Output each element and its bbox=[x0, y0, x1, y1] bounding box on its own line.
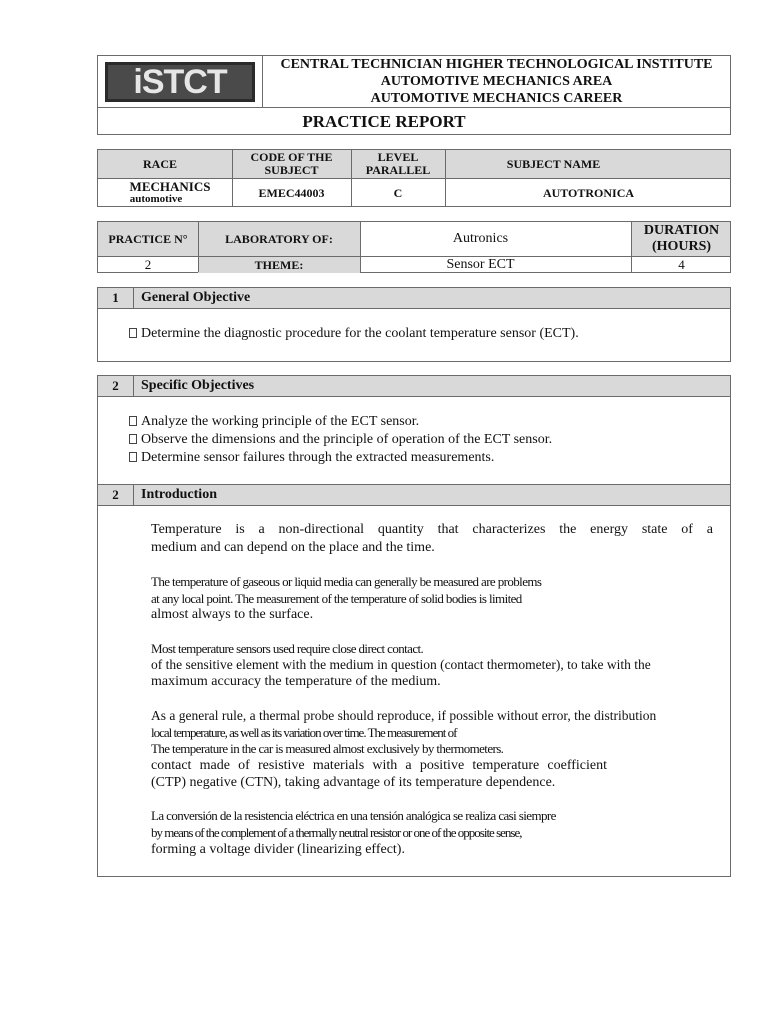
duration-label: DURATION (HOURS) bbox=[643, 223, 720, 254]
bullet-box-icon bbox=[129, 328, 137, 338]
race-header: RACE bbox=[142, 156, 177, 171]
laboratory-label: LABORATORY OF: bbox=[225, 231, 333, 246]
practice-number-value: 2 bbox=[144, 257, 152, 272]
logo-text: iSTCT bbox=[133, 62, 227, 101]
institute-logo bbox=[105, 62, 255, 102]
introduction-section bbox=[97, 484, 731, 877]
race-value: MECHANICS automotive bbox=[129, 179, 211, 205]
section-number: 2 bbox=[98, 485, 134, 505]
list-item: Determine the diagnostic procedure for the coolant temperature sensor (ECT). bbox=[129, 326, 579, 342]
intro-line: of the sensitive element with the medium in question (contact thermometer), to take with the bbox=[151, 657, 651, 672]
theme-value: Sensor ECT bbox=[446, 257, 515, 272]
general-objective-section bbox=[97, 287, 731, 362]
section-title: Specific Objectives bbox=[141, 378, 255, 393]
list-item: Observe the dimensions and the principle of operation of the ECT sensor. bbox=[129, 432, 552, 448]
intro-line: The temperature of gaseous or liquid media can generally be measured are problems bbox=[151, 574, 542, 589]
intro-line: at any local point. The measurement of the temperature of solid bodies is limited bbox=[151, 591, 522, 606]
intro-line: local temperature, as well as its variation over time. The measurement of bbox=[151, 725, 457, 740]
intro-line: contact made of resistive materials with a positive temperature coefficient bbox=[151, 758, 607, 773]
section-number: 1 bbox=[98, 288, 134, 308]
level-value: C bbox=[393, 185, 403, 200]
practice-table bbox=[97, 221, 731, 273]
section-number: 2 bbox=[98, 376, 134, 396]
list-item: Analyze the working principle of the ECT sensor. bbox=[129, 414, 419, 430]
intro-line: forming a voltage divider (linearizing effect). bbox=[151, 842, 405, 857]
intro-line: maximum accuracy the temperature of the medium. bbox=[151, 674, 441, 689]
code-value: EMEC44003 bbox=[258, 185, 325, 200]
intro-line: As a general rule, a thermal probe should reproduce, if possible without error, the distribution bbox=[151, 708, 657, 723]
subject-name-value: AUTOTRONICA bbox=[542, 185, 635, 200]
report-title: PRACTICE REPORT bbox=[302, 111, 466, 131]
bullet-box-icon bbox=[129, 452, 137, 462]
bullet-box-icon bbox=[129, 434, 137, 444]
duration-value: 4 bbox=[678, 257, 685, 272]
intro-line: The temperature in the car is measured almost exclusively by thermometers. bbox=[151, 741, 504, 756]
practice-number-label: PRACTICE N° bbox=[108, 231, 188, 246]
specific-objectives-section bbox=[97, 375, 731, 485]
laboratory-value: Autronics bbox=[452, 231, 509, 246]
code-header: CODE OF THE SUBJECT bbox=[250, 150, 333, 177]
section-title: Introduction bbox=[141, 487, 217, 502]
intro-line: Most temperature sensors used require close direct contact. bbox=[151, 641, 424, 656]
intro-line: Temperature is a non-directional quantity that characterizes the energy state of a bbox=[151, 522, 713, 537]
career-name: AUTOMOTIVE MECHANICS CAREER bbox=[370, 91, 623, 106]
intro-line: (CTP) negative (CTN), taking advantage of its temperature dependence. bbox=[151, 775, 556, 790]
section-title: General Objective bbox=[141, 290, 251, 305]
intro-line: almost always to the surface. bbox=[151, 607, 314, 622]
header-titles bbox=[263, 56, 730, 107]
intro-line: by means of the complement of a thermally neutral resistor or one of the opposite sense, bbox=[151, 825, 522, 840]
list-item: Determine sensor failures through the extracted measurements. bbox=[129, 450, 494, 466]
subject-name-header: SUBJECT NAME bbox=[506, 156, 601, 171]
area-name: AUTOMOTIVE MECHANICS AREA bbox=[380, 74, 613, 89]
logo-cell bbox=[98, 56, 262, 107]
report-header bbox=[97, 55, 731, 135]
bullet-box-icon bbox=[129, 416, 137, 426]
intro-line: La conversión de la resistencia eléctrica en una tensión analógica se realiza casi siempre bbox=[151, 808, 556, 823]
level-header: LEVEL PARALLEL bbox=[365, 150, 431, 177]
intro-line: medium and can depend on the place and the time. bbox=[151, 540, 435, 555]
institute-name: CENTRAL TECHNICIAN HIGHER TECHNOLOGICAL INSTITUTE bbox=[280, 57, 713, 72]
theme-label: THEME: bbox=[254, 257, 304, 272]
subject-table bbox=[97, 149, 731, 207]
